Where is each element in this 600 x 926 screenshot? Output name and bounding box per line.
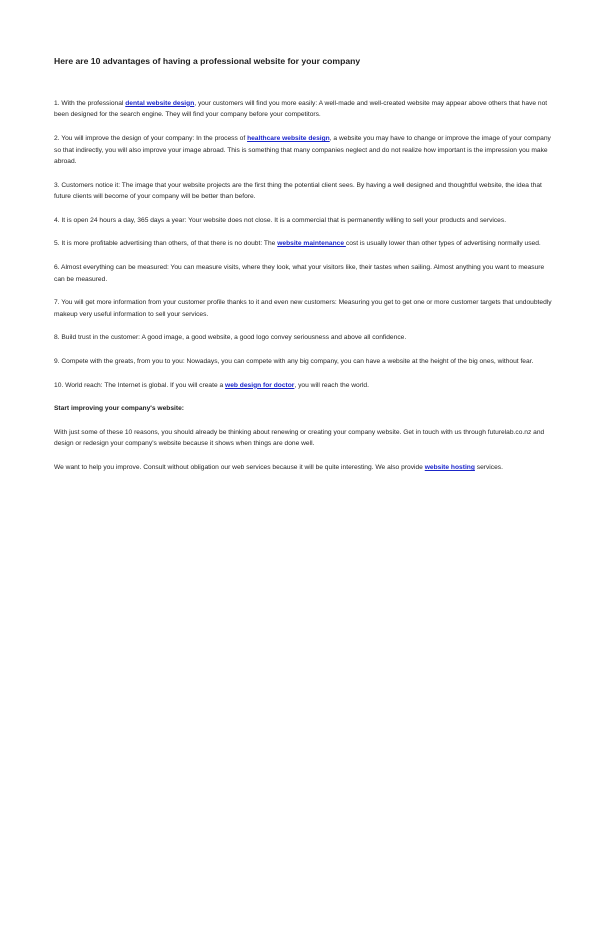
item-1-text-after: , your customers will find you more easily: A well-made and well-created website may appear above others that have not been designed for the search engine. They will find your company before your competitors. (54, 99, 548, 119)
item-5-text-before: 5. It is more profitable advertising than others, of that there is no doubt: The (54, 240, 278, 248)
list-item-5 (54, 238, 554, 250)
list-item-6: 6. Almost everything can be measured: You can measure visits, where they look, what your visitors like, their tastes when sailing. Almost anything you want to measure can be measured. (54, 264, 545, 283)
list-item-7: 7. You will get more information from your customer profile thanks to it and even new customers: Measuring you get to get one or more customer targets that undoubtedly makeup very useful information to sell your services. (54, 299, 552, 318)
item-10-text-after: , you will reach the world. (294, 381, 369, 389)
section-subheading: Start improving your company's website: (54, 405, 184, 413)
list-item-8: 8. Build trust in the customer: A good image, a good website, a good logo convey seriousness and above all confidence. (54, 334, 407, 342)
document-page (54, 56, 554, 486)
list-item-10 (54, 380, 554, 392)
closing-paragraph-1: With just some of these 10 reasons, you should already be thinking about renewing or creating your company website. Get in touch with us through futurelab.co.nz and design or redesign your company's website because it shows when things are done well. (54, 428, 545, 448)
closing-2-text-after: services. (474, 464, 503, 472)
list-item-1 (54, 98, 554, 121)
item-2-text-before: 2. You will improve the design of your company: In the process of (54, 134, 248, 142)
list-item-4: 4. It is open 24 hours a day, 365 days a year: Your website does not close. It is a commercial that is permanently willing to sell your products and services. (54, 216, 507, 224)
page-title: Here are 10 advantages of having a professional website for your company (54, 56, 361, 66)
website-maintenance-link[interactable]: website maintenance (277, 240, 346, 248)
web-design-for-doctor-link[interactable]: web design for doctor (225, 381, 295, 389)
list-item-3: 3. Customers notice it: The image that your website projects are the first thing the potential client sees. By having a well designed and thoughtful website, the idea that future clients will become of your company will be better than before. (54, 181, 542, 201)
healthcare-website-design-link[interactable]: healthcare website design (247, 134, 330, 142)
list-item-2 (54, 133, 554, 168)
closing-2-text-before: We want to help you improve. Consult without obligation our web services because it will be quite interesting. We also provide (54, 464, 425, 472)
item-1-text-before: 1. With the professional (54, 99, 126, 107)
list-item-9: 9. Compete with the greats, from you to you: Nowadays, you can compete with any big company, you can have a website at the height of the big ones, without fear. (54, 358, 534, 366)
item-10-text-before: 10. World reach: The Internet is global. If you will create a (54, 381, 226, 389)
item-2-text-after: , a website you may have to change or improve the image of your company so that indirectly, you will also improve your image abroad. This is something that many companies neglect and do not realize how important is the impression you make abroad. (54, 134, 551, 166)
dental-website-design-link[interactable]: dental website design (125, 99, 195, 107)
item-5-text-after: cost is usually lower than other types of advertising normally used. (345, 240, 541, 248)
closing-paragraph-2 (54, 462, 554, 474)
website-hosting-link[interactable]: website hosting (424, 464, 475, 472)
